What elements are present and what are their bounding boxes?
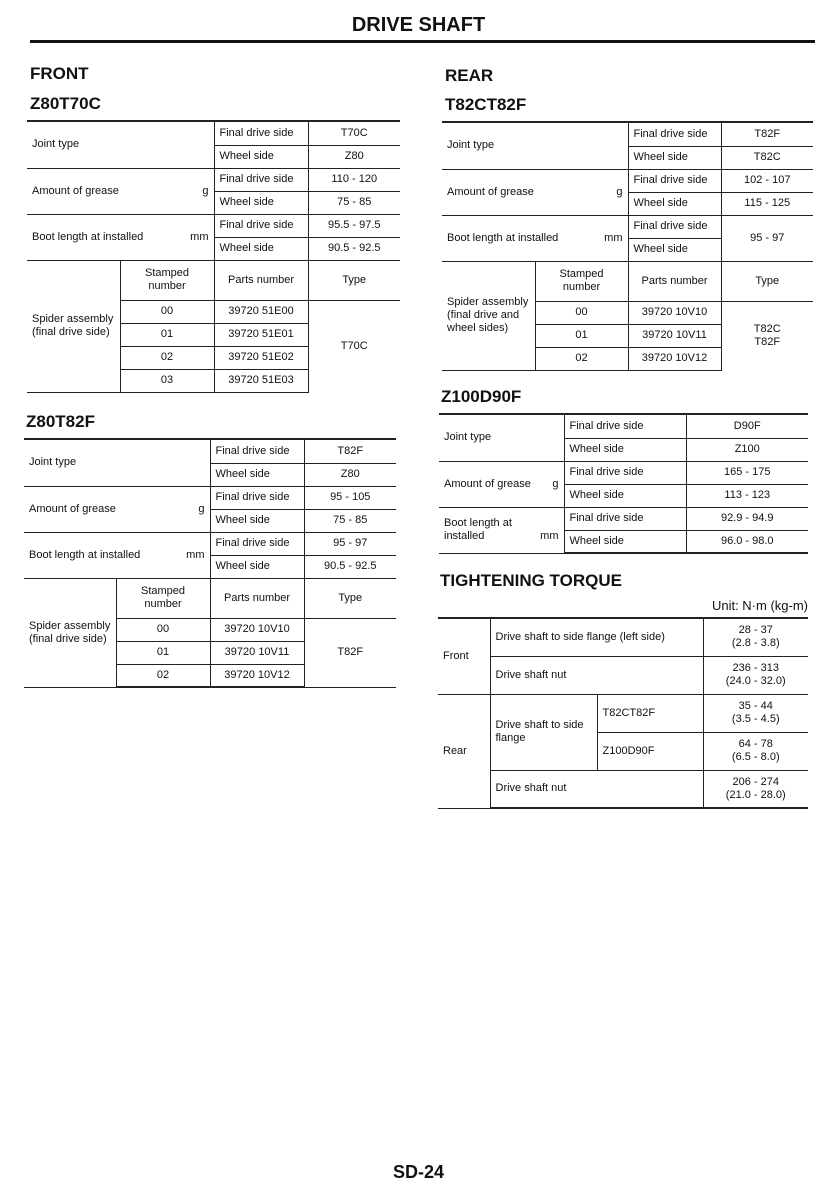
torque-value: 28 - 37 [738, 624, 773, 637]
wheel-side-label: Wheel side [564, 438, 686, 461]
torque-value: 206 - 274 [732, 775, 779, 788]
torque-rear-t82-value [703, 694, 808, 732]
col-stamped: Stamped number [120, 260, 214, 300]
boot-label: Boot length at installed [447, 231, 559, 244]
grease-label-cell [442, 169, 628, 215]
joint-type-label: Joint type [27, 121, 214, 168]
joint-wheel-value: Z80 [304, 463, 396, 486]
grease-final-value: 95 - 105 [304, 486, 396, 509]
torque-front-flange: Drive shaft to side flange (left side) [490, 618, 703, 656]
boot-wheel-value: 90.5 - 92.5 [308, 237, 400, 260]
stamped-number: 03 [120, 369, 214, 392]
torque-front-flange-value [703, 618, 808, 656]
torque-rear-z100: Z100D90F [597, 732, 703, 770]
grease-wheel-value: 115 - 125 [721, 192, 813, 215]
torque-rear-t82: T82CT82F [597, 694, 703, 732]
torque-rear-label: Rear [438, 694, 490, 808]
z80t82f-table [24, 438, 396, 688]
col-type: Type [721, 261, 813, 301]
torque-value: 236 - 313 [732, 662, 779, 674]
final-drive-side-label: Final drive side [628, 215, 721, 238]
boot-final-value: 95 - 97 [304, 532, 396, 555]
grease-label: Amount of grease [447, 185, 534, 198]
grease-wheel-value: 113 - 123 [686, 484, 808, 507]
boot-label-cell [439, 507, 564, 553]
grease-label-cell [439, 461, 564, 507]
torque-value-kg: (6.5 - 8.0) [731, 751, 780, 763]
torque-value: 64 - 78 [738, 738, 773, 750]
parts-number: 39720 51E03 [214, 369, 308, 392]
boot-label: Boot length at installed [444, 517, 512, 542]
final-drive-side-label: Final drive side [214, 168, 308, 191]
wheel-side-label: Wheel side [210, 555, 304, 578]
boot-unit: mm [186, 548, 205, 561]
parts-number: 39720 10V11 [210, 641, 304, 664]
front-heading: FRONT [30, 64, 89, 83]
final-drive-side-label: Final drive side [210, 439, 304, 463]
joint-final-value: D90F [686, 414, 808, 438]
grease-wheel-value: 75 - 85 [304, 509, 396, 532]
parts-number: 39720 51E00 [214, 300, 308, 323]
page-number: SD-24 [392, 1162, 445, 1182]
final-drive-side-label: Final drive side [628, 169, 721, 192]
grease-unit: g [616, 185, 623, 198]
wheel-side-label: Wheel side [214, 145, 308, 168]
grease-unit: g [198, 502, 205, 515]
z80t70c-table [27, 120, 400, 393]
stamped-number: 02 [120, 346, 214, 369]
torque-rear-nut-value [703, 770, 808, 808]
joint-type-label: Joint type [439, 414, 564, 461]
grease-label-cell [24, 486, 210, 532]
parts-number: 39720 51E02 [214, 346, 308, 369]
spider-type: T70C [308, 300, 400, 392]
stamped-number: 00 [535, 301, 628, 324]
col-parts: Parts number [210, 578, 304, 618]
torque-rear-flange: Drive shaft to side flange [490, 694, 597, 770]
torque-value: 35 - 44 [738, 700, 773, 712]
stamped-number: 00 [116, 618, 210, 641]
z100d90f-title: Z100D90F [441, 387, 522, 406]
wheel-side-label: Wheel side [214, 237, 308, 260]
title-rule [30, 40, 815, 43]
final-drive-side-label: Final drive side [564, 507, 686, 530]
grease-label-cell [27, 168, 214, 214]
boot-final-value: 92.9 - 94.9 [686, 507, 808, 530]
boot-unit: mm [540, 530, 559, 542]
stamped-number: 01 [120, 323, 214, 346]
boot-label-cell [442, 215, 628, 261]
wheel-side-label: Wheel side [564, 530, 686, 553]
col-type: Type [304, 578, 396, 618]
grease-unit: g [552, 477, 559, 490]
t82ct82f-table [442, 121, 813, 371]
boot-wheel-value: 96.0 - 98.0 [686, 530, 808, 553]
wheel-side-label: Wheel side [628, 146, 721, 169]
torque-unit: Unit: N·m (kg-m) [711, 598, 808, 613]
grease-label: Amount of grease [444, 477, 531, 490]
boot-unit: mm [190, 230, 209, 243]
col-parts: Parts number [214, 260, 308, 300]
stamped-number: 00 [120, 300, 214, 323]
wheel-side-label: Wheel side [628, 192, 721, 215]
spider-type: T82C [753, 322, 781, 335]
boot-wheel-value: 90.5 - 92.5 [304, 555, 396, 578]
torque-rear-nut: Drive shaft nut [490, 770, 703, 808]
wheel-side-label: Wheel side [628, 238, 721, 261]
wheel-side-label: Wheel side [210, 509, 304, 532]
wheel-side-label: Wheel side [214, 191, 308, 214]
grease-unit: g [202, 184, 209, 197]
wheel-side-label: Wheel side [210, 463, 304, 486]
stamped-number: 01 [116, 641, 210, 664]
final-drive-side-label: Final drive side [210, 486, 304, 509]
boot-label-cell [27, 214, 214, 260]
torque-title: TIGHTENING TORQUE [440, 571, 622, 590]
grease-wheel-value: 75 - 85 [308, 191, 400, 214]
boot-label: Boot length at installed [29, 548, 141, 561]
torque-value-kg: (3.5 - 4.5) [731, 713, 780, 725]
col-parts: Parts number [628, 261, 721, 301]
z100d90f-table [439, 413, 808, 554]
spider-label: Spider assembly (final drive side) [24, 578, 116, 687]
stamped-number: 01 [535, 324, 628, 347]
spider-type-cell [721, 301, 813, 370]
joint-final-value: T82F [304, 439, 396, 463]
torque-value-kg: (24.0 - 32.0) [725, 675, 786, 687]
final-drive-side-label: Final drive side [564, 461, 686, 484]
joint-type-label: Joint type [442, 122, 628, 169]
boot-label-cell [24, 532, 210, 578]
spider-type: T82F [304, 618, 396, 687]
col-stamped: Stamped number [535, 261, 628, 301]
stamped-number: 02 [116, 664, 210, 687]
boot-final-value: 95.5 - 97.5 [308, 214, 400, 237]
joint-wheel-value: T82C [721, 146, 813, 169]
torque-front-nut: Drive shaft nut [490, 656, 703, 694]
torque-front-label: Front [438, 618, 490, 694]
parts-number: 39720 51E01 [214, 323, 308, 346]
z80t82f-title: Z80T82F [26, 412, 95, 431]
torque-rear-z100-value [703, 732, 808, 770]
grease-final-value: 110 - 120 [308, 168, 400, 191]
wheel-side-label: Wheel side [564, 484, 686, 507]
stamped-number: 02 [535, 347, 628, 370]
joint-final-value: T70C [308, 121, 400, 145]
parts-number: 39720 10V12 [210, 664, 304, 687]
final-drive-side-label: Final drive side [564, 414, 686, 438]
final-drive-side-label: Final drive side [214, 214, 308, 237]
boot-unit: mm [604, 231, 623, 244]
final-drive-side-label: Final drive side [628, 122, 721, 146]
parts-number: 39720 10V10 [210, 618, 304, 641]
torque-table [438, 617, 808, 809]
boot-value: 95 - 97 [721, 215, 813, 261]
joint-wheel-value: Z100 [686, 438, 808, 461]
spider-label: Spider assembly (final drive side) [27, 260, 120, 392]
spider-label: Spider assembly (final drive and wheel sides) [442, 261, 535, 370]
parts-number: 39720 10V12 [628, 347, 721, 370]
t82ct82f-title: T82CT82F [445, 95, 527, 114]
joint-type-label: Joint type [24, 439, 210, 486]
page-title: DRIVE SHAFT [351, 14, 486, 36]
col-stamped: Stamped number [116, 578, 210, 618]
rear-heading: REAR [445, 66, 494, 85]
final-drive-side-label: Final drive side [210, 532, 304, 555]
joint-final-value: T82F [721, 122, 813, 146]
col-type: Type [308, 260, 400, 300]
parts-number: 39720 10V11 [628, 324, 721, 347]
grease-label: Amount of grease [29, 502, 116, 515]
grease-final-value: 165 - 175 [686, 461, 808, 484]
grease-final-value: 102 - 107 [721, 169, 813, 192]
joint-wheel-value: Z80 [308, 145, 400, 168]
torque-front-nut-value [703, 656, 808, 694]
torque-value-kg: (2.8 - 3.8) [731, 637, 780, 650]
parts-number: 39720 10V10 [628, 301, 721, 324]
boot-label: Boot length at installed [32, 230, 144, 243]
grease-label: Amount of grease [32, 184, 119, 197]
final-drive-side-label: Final drive side [214, 121, 308, 145]
torque-value-kg: (21.0 - 28.0) [725, 788, 786, 801]
spider-type: T82F [754, 335, 781, 348]
z80t70c-title: Z80T70C [30, 94, 101, 113]
